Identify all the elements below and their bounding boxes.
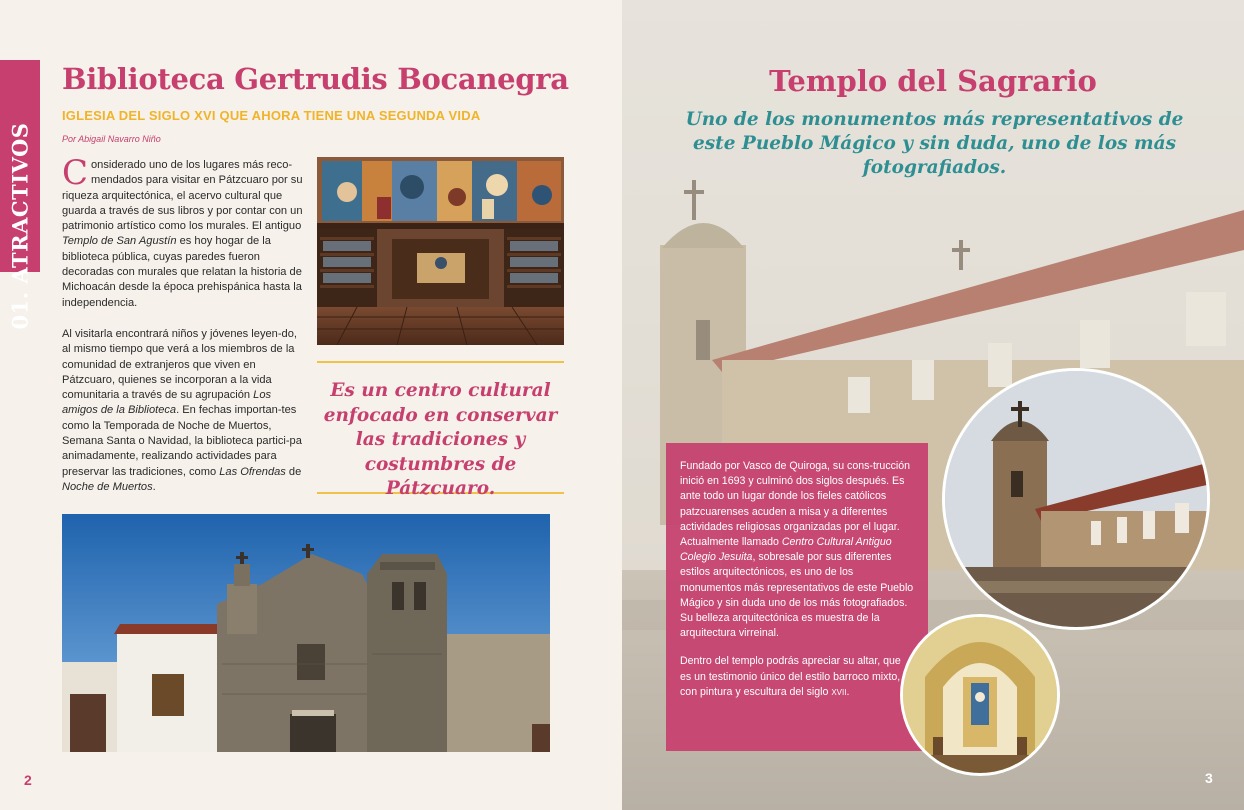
- templo-altar-circle-photo: [900, 614, 1060, 776]
- page-subtitle-right: Uno de los monumentos más representativos de este Pueblo Mágico y sin duda, uno de los más fotografiados.: [685, 109, 1184, 178]
- info-paragraph-1: [680, 459, 914, 641]
- section-tab: [0, 60, 40, 330]
- author-byline: Por Abigail Navarro Niño: [62, 134, 161, 144]
- altar-illustration: [903, 617, 1057, 773]
- page-number-left: 2: [24, 772, 32, 788]
- church-illustration: [62, 514, 550, 752]
- pull-quote: Es un centro cultural enfocado en conservar las tradiciones y costumbres de Pátzcuaro.: [323, 380, 558, 499]
- templo-exterior-circle-photo: [942, 368, 1210, 630]
- pull-quote-box: [317, 361, 564, 499]
- paragraph-italic: Centro Cultural Antiguo Colegio Jesuita: [680, 536, 892, 564]
- paragraph-text: , sobresale por sus diferentes estilos arquitectónicos, es uno de los monumentos más representativos de este Pueblo Mágico y sin duda uno de los más fotografiados. Su belleza arquitectónica es muestra de la arquitectura virreinal.: [680, 551, 914, 640]
- paragraph-italic: Los amigos de la Biblioteca: [62, 389, 272, 417]
- page-number-right: 3: [1205, 770, 1213, 786]
- paragraph-italic: Templo de San Agustín: [62, 235, 177, 248]
- info-box: [666, 443, 928, 751]
- page-subtitle: IGLESIA DEL SIGLO XVI QUE AHORA TIENE UNA SEGUNDA VIDA: [62, 108, 481, 123]
- church-facade-photo: [62, 514, 550, 752]
- paragraph-text: onsiderado uno de los lugares más reco-mendados para visitar en Pátzcuaro por su riqueza arquitectónica, el acervo cultural que guarda a través de sus libros y por contar con un patrimonio artístico como los murales. El antiguo: [62, 159, 303, 233]
- paragraph-text: Al visitarla encontrará niños y jóvenes leyen-do, al mismo tiempo que verá a los miembros de la comunidad de extranjeros que viven en Pátzcuaro, quienes se incorporan a la vida comunitaria a través de su agrupación: [62, 328, 297, 402]
- body-paragraph-2: [62, 327, 304, 495]
- paragraph-text: .: [152, 480, 156, 493]
- info-paragraph-2: [680, 654, 914, 700]
- right-page: [622, 0, 1244, 810]
- templo-exterior-illustration: [945, 371, 1207, 627]
- library-illustration: [317, 157, 564, 345]
- paragraph-text: es hoy hogar de la biblioteca pública, cuyas paredes fueron decoradas con murales que relatan la historia de Michoacán desde la época prehispánica hasta la independencia.: [62, 235, 302, 309]
- paragraph-text: . En fechas importan-tes como la Temporada de Noche de Muertos, Semana Santa o Navidad, la biblioteca partici-pa animadamente, realizando actividades para preservar las tradiciones, como: [62, 404, 302, 478]
- library-interior-photo: [317, 157, 564, 345]
- body-paragraph-1: [62, 153, 304, 311]
- paragraph-text: .: [846, 685, 850, 698]
- page-title: Biblioteca Gertrudis Bocanegra: [62, 62, 569, 96]
- page-title-right: Templo del Sagrario: [769, 64, 1097, 98]
- paragraph-italic: Las Ofrendas: [219, 465, 286, 478]
- paragraph-text: Dentro del templo podrás apreciar su altar, que es un testimonio único del estilo barroco mixto, con pintura y escultura del siglo: [680, 655, 901, 698]
- paragraph-text: Fundado por Vasco de Quiroga, su cons-trucción inició en 1693 y culminó dos siglos después. Es ante todo un lugar donde los fieles católicos patzcuarenses acuden a misa y a diferentes actividades religiosas organizadas por el lugar. Actualmente llamado: [680, 460, 911, 549]
- section-tab-label: 01. ATRACTIVOS: [7, 122, 33, 330]
- drop-cap: C: [62, 153, 89, 193]
- paragraph-smallcaps: XVII: [831, 687, 847, 697]
- paragraph-italic: Noche de Muertos: [62, 480, 153, 493]
- paragraph-text: de: [285, 465, 302, 478]
